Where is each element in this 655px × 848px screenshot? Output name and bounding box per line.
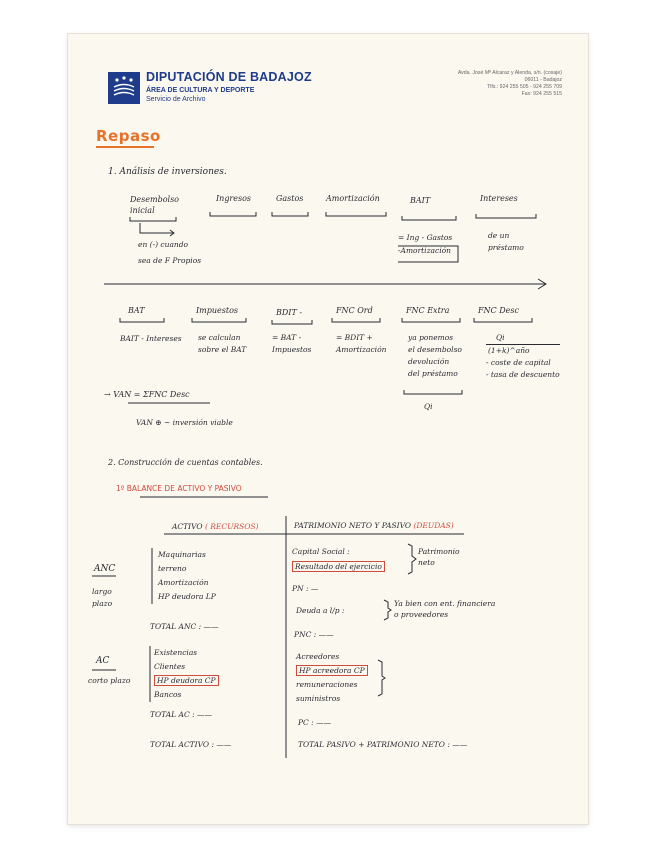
org-address: Avda. José Mª Alcaraz y Alenda, s/n. (cosaje) 06011 - Badajoz Tlfs.: 924 255 505 - 924 255 709 Fax: 924 255 515 (457, 70, 562, 97)
ac-label: AC (96, 656, 110, 666)
note-fnc-desc: Qi (1+k)^año - coste de capital - tasa de descuento (486, 333, 560, 379)
pn-total: PN : — (292, 584, 319, 593)
handwritten-strokes (68, 34, 588, 824)
pn-brace-note: Patrimonio neto (418, 547, 460, 567)
label-gastos: Gastos (276, 194, 304, 203)
page-title: Repaso (96, 127, 161, 145)
ac-items: Existencias Clientes HP deudora CP Bancos (154, 646, 219, 702)
org-area: ÁREA DE CULTURA Y DEPORTE (146, 87, 255, 94)
deuda-note: Ya bien con ent. financiera o proveedores (394, 599, 496, 619)
balance-subheading: 1º BALANCE DE ACTIVO Y PASIVO (116, 484, 242, 493)
label-amortizacion: Amortización (326, 194, 380, 203)
deuda-lp: Deuda a l/p : (296, 606, 345, 615)
note-bat: BAIT - Intereses (120, 334, 182, 343)
anc-label: ANC (94, 564, 116, 574)
label-bat: BAT (128, 306, 145, 315)
label-bdit: BDIT - (276, 308, 303, 317)
note-bdit: = BAT - Impuestos (272, 333, 312, 354)
label-fnc-extra: FNC Extra (406, 306, 450, 315)
ac-sub: corto plazo (88, 676, 131, 685)
section2-heading: 2. Construcción de cuentas contables. (108, 458, 263, 467)
document-page (68, 34, 588, 824)
label-ingresos: Ingresos (216, 194, 252, 203)
org-title: DIPUTACIÓN DE BADAJOZ (146, 70, 312, 84)
total-activo: TOTAL ACTIVO : —— (150, 740, 232, 749)
van-note: VAN ⊕ ~ inversión viable (136, 418, 233, 427)
activo-header: ACTIVO ( RECURSOS) (172, 522, 259, 531)
note-bait: = Ing - Gastos -Amortización (398, 233, 453, 255)
label-intereses: Intereses (480, 194, 518, 203)
pc-items: Acreedores HP acreedora CP remuneraciones suministros (296, 650, 368, 706)
org-service: Servicio de Archivo (146, 96, 206, 103)
note-fnc-ord: = BDIT + Amortización (336, 333, 387, 354)
pn-items: Capital Social : Resultado del ejercicio (292, 544, 385, 574)
note-impuestos: se calculan sobre el BAT (198, 333, 247, 354)
pasivo-header: PATRIMONIO NETO Y PASIVO (DEUDAS) (294, 521, 454, 530)
anc-total: TOTAL ANC : —— (150, 622, 219, 631)
label-fnc-desc: FNC Desc (478, 306, 519, 315)
van-formula: → VAN = ΣFNC Desc (104, 390, 190, 399)
section1-heading: 1. Análisis de inversiones. (108, 167, 227, 177)
label-bait: BAIT (410, 196, 431, 205)
note-fnc-extra: ya ponemos el desembolso devolución del préstamo (408, 333, 462, 378)
anc-items: Maquinarias terreno Amortización HP deudora LP (158, 550, 216, 601)
note-intereses: de un préstamo (488, 231, 524, 252)
total-pasivo: TOTAL PASIVO + PATRIMONIO NETO : —— (298, 740, 468, 749)
pnc-total: PNC : —— (294, 630, 334, 639)
anc-sub: largo plazo (92, 587, 113, 608)
note-desembolso: en (-) cuando sea de F Propios (138, 240, 202, 265)
pc-total: PC : —— (298, 718, 332, 727)
ac-total: TOTAL AC : —— (150, 710, 212, 719)
label-fnc-ord: FNC Ord (336, 306, 373, 315)
label-impuestos: Impuestos (196, 306, 238, 315)
label-desembolso: Desembolso inicial (130, 195, 179, 215)
note-fnc-extra-q: Qi (424, 402, 433, 411)
